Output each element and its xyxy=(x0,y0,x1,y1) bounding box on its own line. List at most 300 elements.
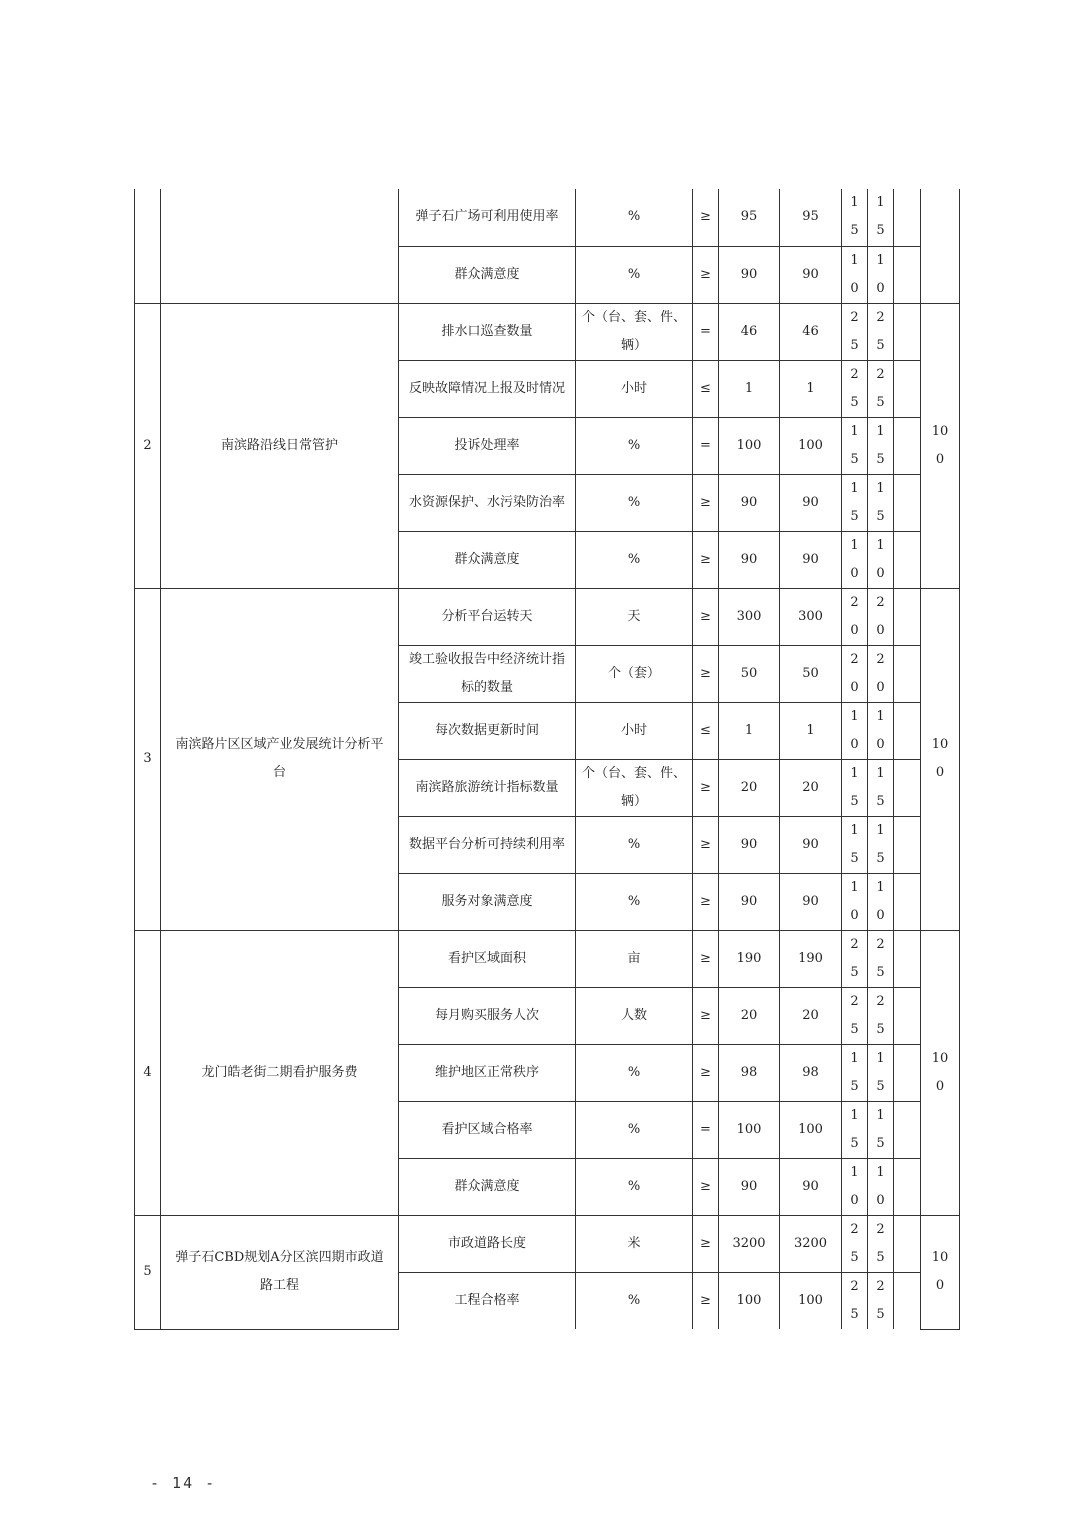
unit-cell xyxy=(576,702,693,759)
target-value-cell xyxy=(719,1101,780,1158)
indicator-cell xyxy=(399,816,576,873)
target-value-cell-text: 100 xyxy=(736,437,762,453)
digit: 5 xyxy=(876,1249,885,1265)
digit: 5 xyxy=(850,1021,859,1037)
actual-value-cell-text: 3200 xyxy=(793,1235,828,1251)
operator-cell-text: ≥ xyxy=(700,779,711,795)
indicator-cell-text: 看护区域面积 xyxy=(447,950,526,966)
score-cell-digits xyxy=(876,189,884,245)
blank-cell xyxy=(894,873,921,930)
indicator-cell-text: 分析平台运转天 xyxy=(441,608,533,624)
row-number-cell xyxy=(135,189,161,303)
score-cell xyxy=(868,588,894,645)
unit-cell-text: 小时 xyxy=(620,722,647,738)
target-value-cell xyxy=(719,360,780,417)
digit: 5 xyxy=(850,1078,859,1094)
target-value-cell-text: 20 xyxy=(740,1007,758,1023)
actual-value-cell-text: 95 xyxy=(802,209,819,225)
target-value-cell-text: 50 xyxy=(740,665,758,681)
score-cell xyxy=(868,873,894,930)
operator-cell xyxy=(693,759,719,816)
target-value-cell xyxy=(719,816,780,873)
project-name-cell xyxy=(161,189,399,303)
blank-cell xyxy=(894,1101,921,1158)
actual-value-cell xyxy=(780,702,842,759)
digit: 1 xyxy=(876,423,885,439)
indicator-cell xyxy=(399,246,576,303)
weight-cell xyxy=(842,1044,868,1101)
score-cell xyxy=(868,702,894,759)
blank-cell xyxy=(894,246,921,303)
unit-cell-text: % xyxy=(627,1121,641,1137)
unit-cell-text: 天 xyxy=(627,608,641,624)
indicator-cell xyxy=(399,987,576,1044)
actual-value-cell-text: 90 xyxy=(802,266,819,282)
score-cell-digits xyxy=(876,988,884,1044)
target-value-cell xyxy=(719,531,780,588)
weight-cell-digits xyxy=(850,703,858,759)
target-value-cell xyxy=(719,873,780,930)
digit: 1 xyxy=(850,480,859,496)
actual-value-cell-text: 1 xyxy=(806,722,815,738)
actual-value-cell-text: 90 xyxy=(802,1178,819,1194)
digit: 0 xyxy=(876,1192,885,1208)
operator-cell xyxy=(693,1272,719,1329)
score-cell-digits xyxy=(876,760,884,816)
operator-cell-text: ≥ xyxy=(700,266,711,282)
target-value-cell xyxy=(719,303,780,360)
digit: 5 xyxy=(876,964,885,980)
operator-cell-text: ≥ xyxy=(700,551,711,567)
digit: 1 xyxy=(850,879,859,895)
digit: 2 xyxy=(850,993,859,1009)
digit: 0 xyxy=(876,736,885,752)
blank-cell xyxy=(894,759,921,816)
digit: 1 xyxy=(876,708,885,724)
weight-cell xyxy=(842,930,868,987)
digit: 5 xyxy=(850,964,859,980)
total-score-text: 100 xyxy=(931,1050,949,1094)
weight-cell xyxy=(842,1158,868,1215)
project-name-cell-text: 南滨路沿线日常管护 xyxy=(220,437,338,453)
digit: 1 xyxy=(850,537,859,553)
blank-cell xyxy=(894,531,921,588)
unit-cell xyxy=(576,930,693,987)
unit-cell-text: 个（台、套、件、辆） xyxy=(581,309,686,353)
digit: 5 xyxy=(876,223,885,239)
score-cell-digits xyxy=(876,418,884,474)
target-value-cell-text: 90 xyxy=(740,893,758,909)
weight-cell xyxy=(842,474,868,531)
unit-cell xyxy=(576,1044,693,1101)
digit: 5 xyxy=(876,1306,885,1322)
indicator-cell-text: 看护区域合格率 xyxy=(441,1121,533,1137)
digit: 0 xyxy=(850,907,859,923)
weight-cell-digits xyxy=(850,646,858,702)
digit: 5 xyxy=(876,850,885,866)
digit: 1 xyxy=(850,252,859,268)
operator-cell-text: ≤ xyxy=(700,722,711,738)
actual-value-cell xyxy=(780,1158,842,1215)
score-cell-digits xyxy=(876,247,884,303)
actual-value-cell xyxy=(780,360,842,417)
target-value-cell xyxy=(719,759,780,816)
indicator-cell xyxy=(399,930,576,987)
actual-value-cell-text: 90 xyxy=(802,836,819,852)
operator-cell xyxy=(693,588,719,645)
target-value-cell-text: 90 xyxy=(740,551,758,567)
actual-value-cell-text: 50 xyxy=(802,665,819,681)
target-value-cell-text: 98 xyxy=(740,1064,758,1080)
unit-cell-text: 亩 xyxy=(627,950,641,966)
digit: 0 xyxy=(876,565,885,581)
indicator-cell-text: 每次数据更新时间 xyxy=(434,722,539,738)
indicator-cell xyxy=(399,588,576,645)
indicator-cell xyxy=(399,1272,576,1329)
actual-value-cell xyxy=(780,873,842,930)
digit: 5 xyxy=(850,1249,859,1265)
operator-cell xyxy=(693,930,719,987)
operator-cell-text: ≥ xyxy=(700,1292,711,1308)
score-cell xyxy=(868,531,894,588)
weight-cell xyxy=(842,987,868,1044)
indicator-cell xyxy=(399,1215,576,1272)
actual-value-cell xyxy=(780,588,842,645)
project-name-cell-text: 弹子石CBD规划A分区滨四期市政道路工程 xyxy=(175,1250,384,1293)
score-cell-digits xyxy=(876,1045,884,1101)
digit: 2 xyxy=(876,309,885,325)
weight-cell xyxy=(842,759,868,816)
unit-cell xyxy=(576,645,693,702)
blank-cell xyxy=(894,702,921,759)
target-value-cell-text: 3200 xyxy=(732,1235,766,1251)
score-cell xyxy=(868,474,894,531)
indicator-cell-text: 弹子石广场可利用使用率 xyxy=(415,209,559,225)
actual-value-cell-text: 20 xyxy=(802,1007,819,1023)
digit: 1 xyxy=(876,1050,885,1066)
digit: 1 xyxy=(876,537,885,553)
operator-cell xyxy=(693,246,719,303)
row-number-cell-text: 4 xyxy=(143,1064,152,1080)
score-cell xyxy=(868,303,894,360)
actual-value-cell xyxy=(780,531,842,588)
actual-value-cell xyxy=(780,1044,842,1101)
table-row xyxy=(135,189,960,246)
project-name-cell-text: 龙门皓老街二期看护服务费 xyxy=(201,1064,358,1080)
unit-cell xyxy=(576,189,693,246)
actual-value-cell xyxy=(780,645,842,702)
digit: 5 xyxy=(876,394,885,410)
weight-cell xyxy=(842,873,868,930)
blank-cell xyxy=(894,1215,921,1272)
indicator-cell-text: 反映故障情况上报及时情况 xyxy=(408,380,565,396)
weight-cell-digits xyxy=(850,418,858,474)
actual-value-cell-text: 90 xyxy=(802,494,819,510)
unit-cell xyxy=(576,1101,693,1158)
digit: 2 xyxy=(876,936,885,952)
indicator-cell xyxy=(399,531,576,588)
total-score-cell xyxy=(921,930,960,1215)
score-cell-digits xyxy=(876,874,884,930)
unit-cell-text: 个（台、套、件、辆） xyxy=(581,765,686,809)
project-name-cell xyxy=(161,930,399,1215)
digit: 1 xyxy=(876,480,885,496)
operator-cell-text: ≥ xyxy=(700,1235,711,1251)
score-cell xyxy=(868,987,894,1044)
score-cell-digits xyxy=(876,1273,884,1329)
digit: 2 xyxy=(876,993,885,1009)
digit: 2 xyxy=(850,309,859,325)
target-value-cell-text: 1 xyxy=(744,380,754,396)
unit-cell xyxy=(576,417,693,474)
actual-value-cell xyxy=(780,474,842,531)
digit: 5 xyxy=(876,451,885,467)
digit: 1 xyxy=(876,1164,885,1180)
score-cell xyxy=(868,246,894,303)
weight-cell-digits xyxy=(850,247,858,303)
actual-value-cell-text: 90 xyxy=(802,551,819,567)
row-number-cell-text: 3 xyxy=(143,751,152,766)
page-number: - 14 - xyxy=(150,1474,217,1492)
score-cell-digits xyxy=(876,703,884,759)
blank-cell xyxy=(894,1272,921,1329)
operator-cell xyxy=(693,531,719,588)
weight-cell-digits xyxy=(850,874,858,930)
digit: 0 xyxy=(850,622,859,638)
digit: 0 xyxy=(876,679,885,695)
indicator-cell xyxy=(399,303,576,360)
actual-value-cell xyxy=(780,1101,842,1158)
digit: 1 xyxy=(850,1164,859,1180)
blank-cell xyxy=(894,930,921,987)
target-value-cell-text: 1 xyxy=(744,722,754,738)
unit-cell xyxy=(576,759,693,816)
operator-cell-text: ≤ xyxy=(700,380,711,396)
score-cell xyxy=(868,645,894,702)
project-name-cell-text: 南滨路片区区域产业发展统计分析平台 xyxy=(175,737,384,780)
weight-cell-digits xyxy=(850,1273,858,1329)
unit-cell xyxy=(576,303,693,360)
score-cell xyxy=(868,1272,894,1329)
digit: 1 xyxy=(850,1107,859,1123)
digit: 2 xyxy=(850,594,859,610)
actual-value-cell-text: 98 xyxy=(802,1064,819,1080)
score-cell-digits xyxy=(876,646,884,702)
target-value-cell-text: 20 xyxy=(740,779,758,795)
digit: 2 xyxy=(876,651,885,667)
blank-cell xyxy=(894,987,921,1044)
weight-cell-digits xyxy=(850,475,858,531)
operator-cell xyxy=(693,474,719,531)
unit-cell xyxy=(576,816,693,873)
target-value-cell xyxy=(719,189,780,246)
score-cell-digits xyxy=(876,589,884,645)
target-value-cell xyxy=(719,417,780,474)
operator-cell-text: ≥ xyxy=(700,1178,711,1194)
target-value-cell xyxy=(719,1158,780,1215)
blank-cell xyxy=(894,645,921,702)
indicator-cell-text: 群众满意度 xyxy=(454,1178,520,1194)
blank-cell xyxy=(894,1158,921,1215)
weight-cell-digits xyxy=(850,1102,858,1158)
digit: 1 xyxy=(876,1107,885,1123)
operator-cell-text: ≥ xyxy=(700,836,711,852)
digit: 0 xyxy=(876,280,885,296)
digit: 5 xyxy=(850,223,859,239)
target-value-cell xyxy=(719,1044,780,1101)
actual-value-cell-text: 20 xyxy=(802,779,819,795)
operator-cell-text: ≥ xyxy=(700,893,711,909)
weight-cell-digits xyxy=(850,1216,858,1272)
digit: 1 xyxy=(850,1050,859,1066)
table-row xyxy=(135,588,960,645)
digit: 0 xyxy=(850,565,859,581)
unit-cell xyxy=(576,474,693,531)
total-score-cell xyxy=(921,189,960,303)
unit-cell-text: % xyxy=(627,209,641,225)
indicator-cell-text: 水资源保护、水污染防治率 xyxy=(408,494,565,510)
blank-cell xyxy=(894,360,921,417)
unit-cell-text: % xyxy=(627,836,641,852)
score-cell xyxy=(868,1158,894,1215)
indicator-cell-text: 每月购买服务人次 xyxy=(434,1007,539,1023)
score-cell-digits xyxy=(876,1102,884,1158)
digit: 1 xyxy=(850,822,859,838)
actual-value-cell-text: 300 xyxy=(798,608,823,624)
score-cell-digits xyxy=(876,931,884,987)
score-cell xyxy=(868,1215,894,1272)
weight-cell xyxy=(842,702,868,759)
weight-cell-digits xyxy=(850,760,858,816)
weight-cell-digits xyxy=(850,304,858,360)
weight-cell-digits xyxy=(850,817,858,873)
target-value-cell xyxy=(719,645,780,702)
actual-value-cell-text: 100 xyxy=(798,437,823,453)
weight-cell-digits xyxy=(850,532,858,588)
target-value-cell-text: 100 xyxy=(736,1121,762,1137)
total-score-text: 100 xyxy=(931,1250,949,1293)
unit-cell-text: % xyxy=(627,893,641,909)
project-name-cell xyxy=(161,1215,399,1329)
unit-cell xyxy=(576,246,693,303)
actual-value-cell xyxy=(780,246,842,303)
blank-cell xyxy=(894,474,921,531)
target-value-cell-text: 90 xyxy=(740,494,758,510)
indicator-cell xyxy=(399,1158,576,1215)
blank-cell xyxy=(894,189,921,246)
score-cell-digits xyxy=(876,475,884,531)
digit: 2 xyxy=(850,651,859,667)
digit: 5 xyxy=(876,1078,885,1094)
score-cell-digits xyxy=(876,1216,884,1272)
indicator-cell-text: 数据平台分析可持续利用率 xyxy=(408,836,565,852)
operator-cell-text: ≥ xyxy=(700,494,711,510)
actual-value-cell-text: 46 xyxy=(802,323,819,339)
operator-cell-text: = xyxy=(700,1121,711,1137)
digit: 5 xyxy=(850,850,859,866)
actual-value-cell xyxy=(780,189,842,246)
score-cell xyxy=(868,360,894,417)
unit-cell-text: % xyxy=(627,266,641,282)
table-row xyxy=(135,303,960,360)
weight-cell xyxy=(842,189,868,246)
indicator-cell-text: 群众满意度 xyxy=(454,266,520,282)
indicator-cell-text: 排水口巡查数量 xyxy=(441,323,533,339)
digit: 1 xyxy=(876,879,885,895)
unit-cell-text: % xyxy=(627,494,641,510)
target-value-cell xyxy=(719,588,780,645)
weight-cell xyxy=(842,1101,868,1158)
actual-value-cell-text: 100 xyxy=(798,1121,823,1137)
digit: 1 xyxy=(850,423,859,439)
row-number-cell xyxy=(135,930,161,1215)
operator-cell xyxy=(693,189,719,246)
actual-value-cell-text: 90 xyxy=(802,893,819,909)
digit: 2 xyxy=(850,1278,859,1294)
target-value-cell-text: 300 xyxy=(736,608,762,624)
unit-cell-text: 小时 xyxy=(620,380,647,396)
unit-cell-text: % xyxy=(627,1178,641,1194)
unit-cell xyxy=(576,1158,693,1215)
total-score-cell xyxy=(921,588,960,930)
digit: 1 xyxy=(850,195,859,211)
score-cell-digits xyxy=(876,361,884,417)
weight-cell xyxy=(842,246,868,303)
digit: 1 xyxy=(876,822,885,838)
table-row xyxy=(135,930,960,987)
project-name-cell xyxy=(161,588,399,930)
digit: 2 xyxy=(876,366,885,382)
digit: 2 xyxy=(876,1278,885,1294)
unit-cell-text: % xyxy=(627,1064,641,1080)
weight-cell xyxy=(842,645,868,702)
weight-cell-digits xyxy=(850,988,858,1044)
blank-cell xyxy=(894,417,921,474)
indicator-cell xyxy=(399,702,576,759)
unit-cell xyxy=(576,588,693,645)
unit-cell xyxy=(576,873,693,930)
operator-cell xyxy=(693,417,719,474)
unit-cell xyxy=(576,531,693,588)
target-value-cell xyxy=(719,987,780,1044)
unit-cell-text: % xyxy=(627,1292,641,1308)
score-cell-digits xyxy=(876,1159,884,1215)
digit: 5 xyxy=(850,394,859,410)
row-number-cell xyxy=(135,588,161,930)
operator-cell xyxy=(693,1158,719,1215)
operator-cell-text: ≥ xyxy=(700,950,711,966)
score-cell xyxy=(868,759,894,816)
score-cell-digits xyxy=(876,817,884,873)
digit: 5 xyxy=(850,508,859,524)
score-cell xyxy=(868,189,894,246)
indicator-cell-text: 服务对象满意度 xyxy=(441,893,533,909)
target-value-cell xyxy=(719,702,780,759)
actual-value-cell xyxy=(780,1272,842,1329)
indicator-cell xyxy=(399,360,576,417)
score-cell xyxy=(868,930,894,987)
operator-cell xyxy=(693,360,719,417)
unit-cell-text: 人数 xyxy=(620,1007,647,1023)
operator-cell-text: ≥ xyxy=(700,1064,711,1080)
actual-value-cell xyxy=(780,1215,842,1272)
digit: 1 xyxy=(876,195,885,211)
target-value-cell-text: 90 xyxy=(740,1178,758,1194)
digit: 2 xyxy=(876,594,885,610)
digit: 0 xyxy=(850,1192,859,1208)
unit-cell xyxy=(576,987,693,1044)
actual-value-cell-text: 190 xyxy=(798,950,823,966)
